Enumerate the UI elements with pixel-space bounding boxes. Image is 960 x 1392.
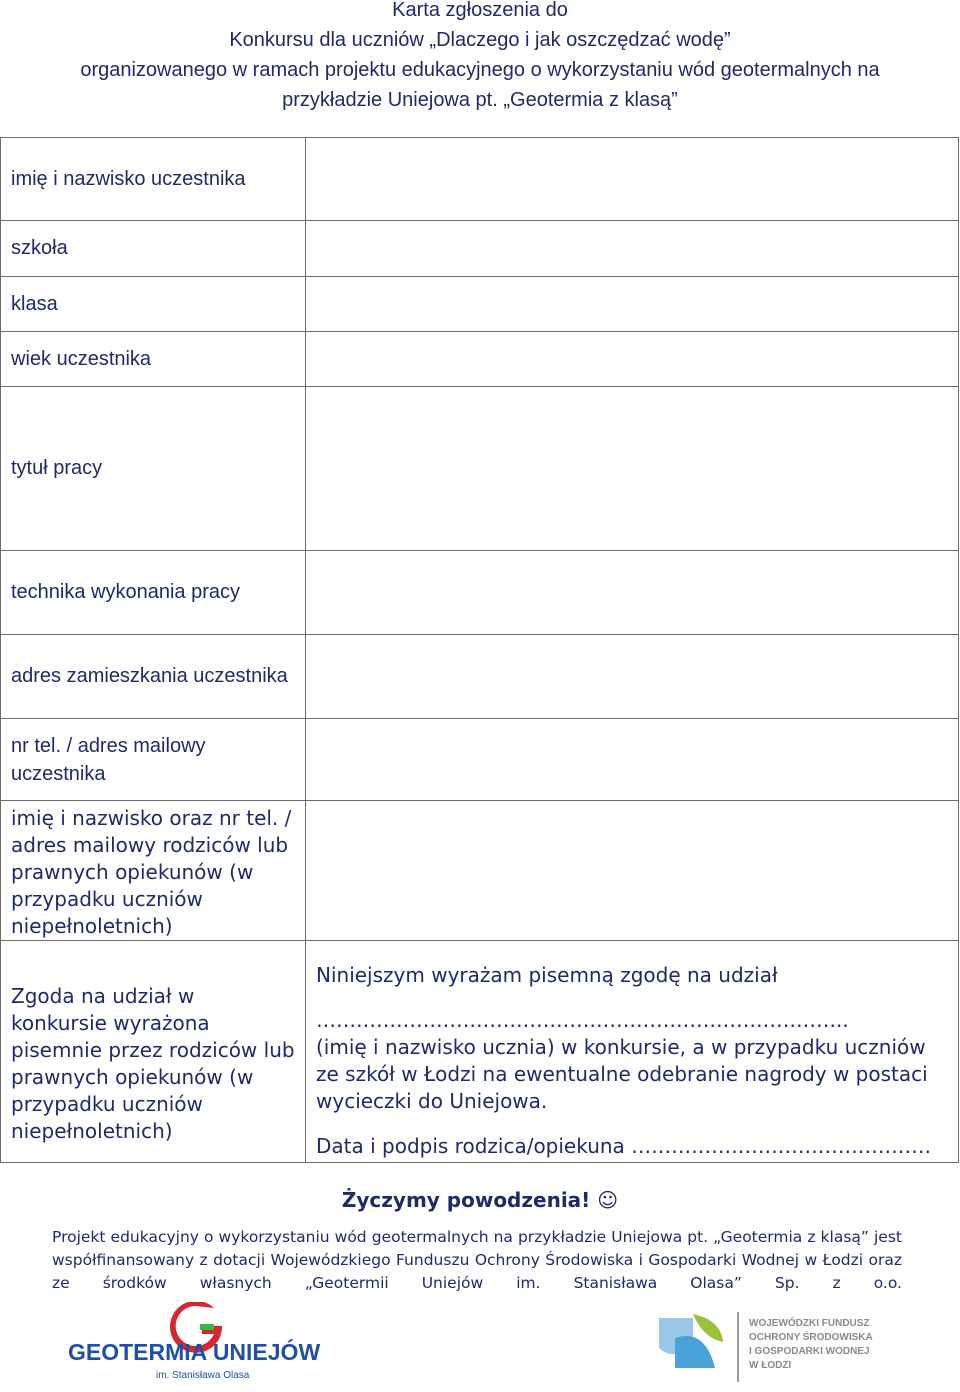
footer-line-1: Projekt edukacyjny o wykorzystaniu wód geotermalnych na przykładzie Uniejowa pt. „Geotermia z klasą” jest — [52, 1228, 902, 1246]
footer-line-2: współfinansowany z dotacji Wojewódzkiego Funduszu Ochrony Środowiska i Gospodarki Wodnej w Łodzi oraz — [52, 1251, 902, 1269]
consent-cell[interactable] — [306, 941, 959, 1163]
application-form-table — [0, 137, 959, 1163]
label-school: szkoła — [1, 221, 306, 277]
footer-note — [52, 1226, 902, 1295]
field-contact[interactable] — [306, 719, 959, 801]
signature-line: Data i podpis rodzica/opiekuna ……………………………………… — [316, 1134, 932, 1158]
title-line-3: organizowanego w ramach projektu edukacyjnego o wykorzystaniu wód geotermalnych na — [80, 59, 880, 81]
title-line-1: Karta zgłoszenia do — [392, 0, 568, 21]
label-parents: imię i nazwisko oraz nr tel. / adres mailowy rodziców lub prawnych opiekunów (w przypadku uczniów niepełnoletnich) — [1, 801, 306, 941]
consent-dots: …………………………………………………………………….. — [316, 1008, 849, 1032]
label-technique: technika wykonania pracy — [1, 551, 306, 635]
field-address[interactable] — [306, 635, 959, 719]
field-parents[interactable] — [306, 801, 959, 941]
label-consent: Zgoda na udział w konkursie wyrażona pisemnie przez rodziców lub prawnych opiekunów (w przypadku uczniów niepełnoletnich) — [1, 941, 306, 1163]
field-age[interactable] — [306, 332, 959, 387]
good-luck-text: Życzymy powodzenia! ☺ — [341, 1188, 619, 1212]
title-line-2: Konkursu dla uczniów „Dlaczego i jak oszczędzać wodę” — [229, 29, 731, 51]
logo-geotermia-sub: im. Stanisława Olasa — [156, 1370, 250, 1381]
field-participant-name[interactable] — [306, 138, 959, 221]
wfos-line-2: OCHRONY ŚRODOWISKA — [749, 1332, 873, 1343]
geotermia-uniejow-logo — [68, 1302, 348, 1382]
label-participant-name: imię i nazwisko uczestnika — [1, 138, 306, 221]
logo-geotermia-text: GEOTERMIA UNIEJÓW — [68, 1339, 321, 1365]
title-line-4: przykładzie Uniejowa pt. „Geotermia z klasą” — [282, 89, 678, 111]
footer-line-3: ze środków własnych „Geotermii Uniejów im. Stanisława Olasa” Sp. z o.o. — [52, 1274, 902, 1292]
field-work-title[interactable] — [306, 387, 959, 551]
label-age: wiek uczestnika — [1, 332, 306, 387]
field-technique[interactable] — [306, 551, 959, 635]
consent-text-2: (imię i nazwisko ucznia) w konkursie, a w przypadku uczniów ze szkół w Łodzi na ewentualne odebranie nagrody w postaci wycieczki do Uniejowa. — [316, 1035, 928, 1113]
field-class[interactable] — [306, 277, 959, 332]
wfos-line-4: W ŁODZI — [749, 1360, 792, 1371]
label-contact: nr tel. / adres mailowy uczestnika — [1, 719, 306, 801]
wfos-line-1: WOJEWÓDZKI FUNDUSZ — [749, 1318, 870, 1329]
label-class: klasa — [1, 277, 306, 332]
label-work-title: tytuł pracy — [1, 387, 306, 551]
label-address: adres zamieszkania uczestnika — [1, 635, 306, 719]
field-school[interactable] — [306, 221, 959, 277]
wfos-line-3: I GOSPODARKI WODNEJ — [749, 1346, 870, 1357]
form-title — [0, 0, 960, 115]
wfosigw-logo — [655, 1308, 875, 1388]
consent-text-1: Niniejszym wyrażam pisemną zgodę na udział — [316, 963, 778, 987]
